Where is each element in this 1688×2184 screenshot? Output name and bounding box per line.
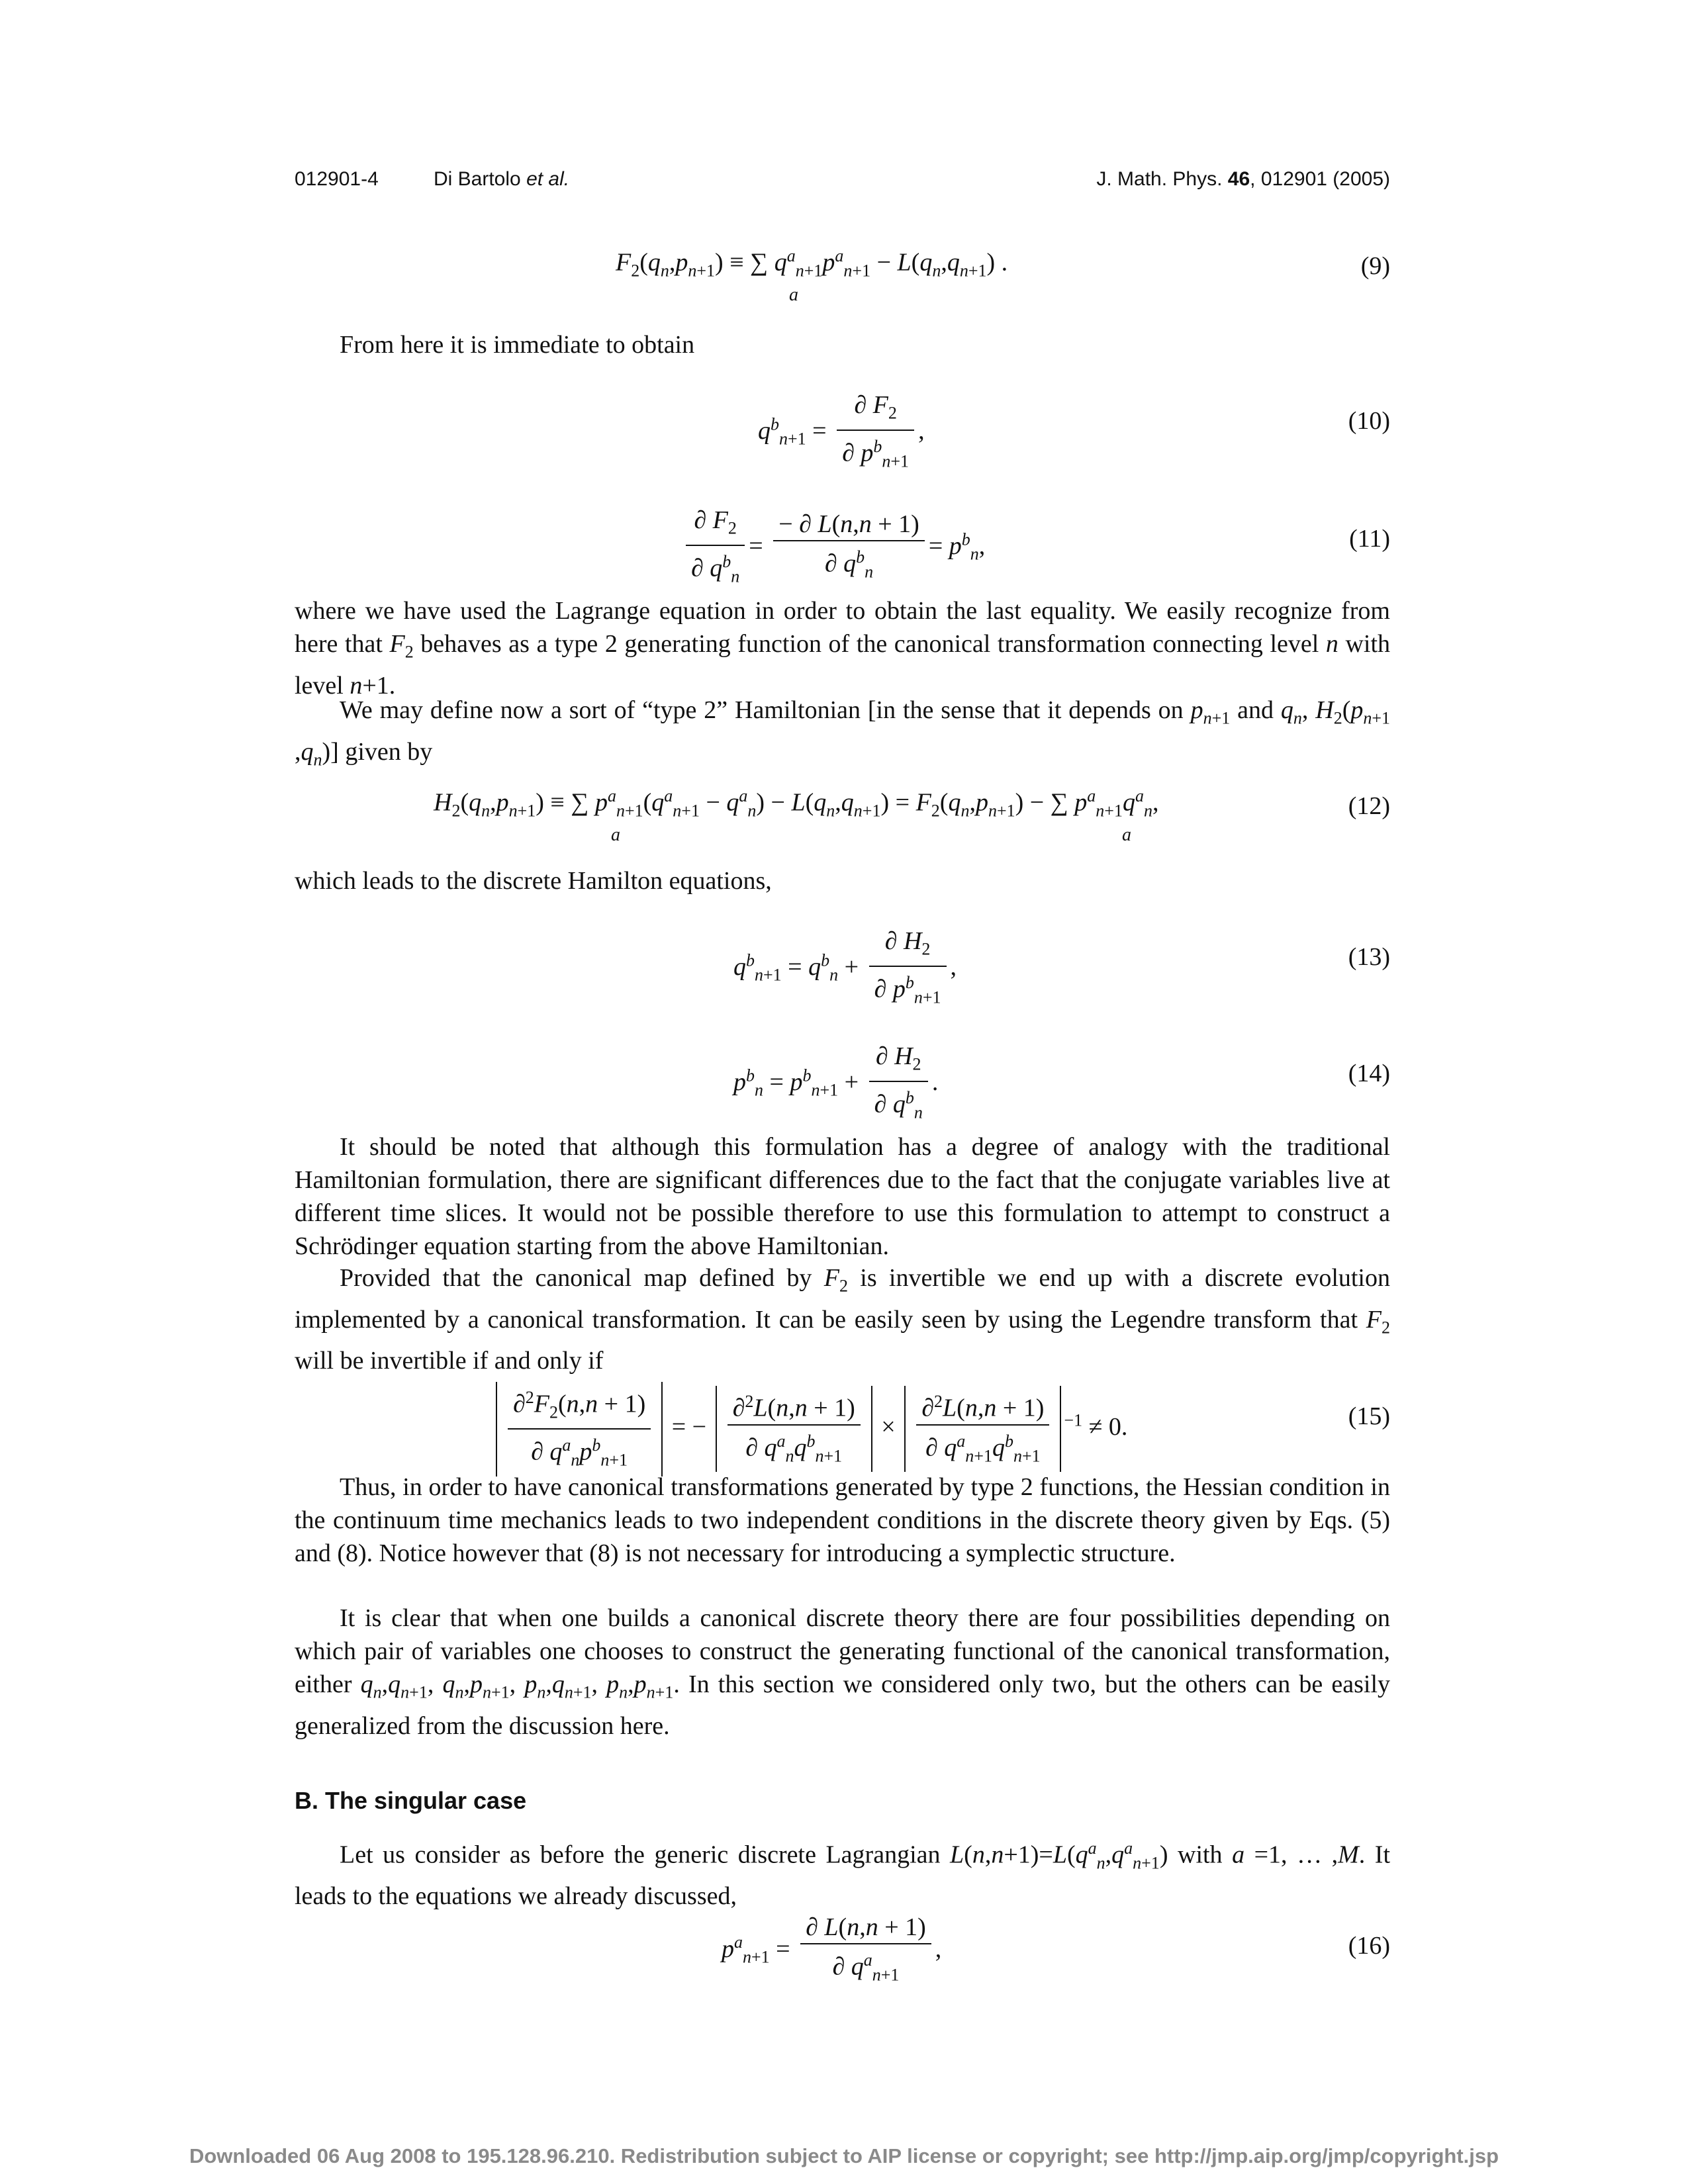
equation-12: $H_2(q_n,p_{n+1})$ ≡ ∑ $p^a_{n+1}(q^a_{n+1} - q^a_n) - L(q_n,q_{n+1}) = F_2(q_n,p_{n+1})$ − ∑ $p^a_{n+1}q^a_n$, a a (434, 786, 1159, 845)
equation-number-11: (11) (1349, 525, 1390, 553)
equation-10: $q^b_{n+1}$ = $\frac{\partial F_2}{\partial p^b_{n+1}}$ , (758, 389, 925, 477)
et-al: et al. (526, 168, 570, 190)
paragraph-8-part-a: It is clear that when one builds a canonical discrete theory there are four possibilities depending on which pair of variables one chooses to construct the generating functional of the canonical transformation, either (295, 1604, 1390, 1698)
paragraph-5: It should be noted that although this formulation has a degree of analogy with the traditional Hamiltonian formulation, there are significant differences due to the fact that the conjugate variables live at different time slices. It would not be possible therefore to use this formulation to attempt to construct a Schrödinger equation starting from the above Hamiltonian. (295, 1133, 1390, 1260)
journal-name: J. Math. Phys. (1096, 168, 1223, 190)
paragraph-9-part-b: with (1178, 1841, 1223, 1869)
equation-number-16: (16) (1348, 1932, 1390, 1960)
journal-issue: , 012901 (2005) (1250, 168, 1390, 190)
paragraph-8-part-b: In this section we considered only two, but the others can be easily generalized from the discussion here. (295, 1670, 1391, 1740)
paragraph-3-part-b: and (1237, 696, 1274, 724)
paragraph-2-part-b: behaves as a type 2 generating function of the canonical transformation connecting level (420, 630, 1319, 658)
paragraph-9-part-a: Let us consider as before the generic discrete Lagrangian (340, 1841, 941, 1869)
journal-volume: 46 (1227, 168, 1250, 190)
authors: Di Bartolo (434, 168, 521, 190)
paragraph-6-part-b: is invertible we end up with a discrete evolution implemented by a canonical transformation. It can be easily seen by using the Legendre transform that (295, 1264, 1390, 1334)
equation-9: $F_2(q_n,p_{n+1})$ ≡ ∑ $q^a_{n+1}p^a_{n+1} - L(q_n,q_{n+1})$ . a (616, 246, 1008, 305)
equation-number-14: (14) (1348, 1060, 1390, 1087)
download-footer: Downloaded 06 Aug 2008 to 195.128.96.210. Redistribution subject to AIP license or copyright; see http://jmp.aip.org/jmp/copyright.jsp (189, 2144, 1499, 2167)
paragraph-3: We may define now a sort of “type 2” Hamiltonian [in the sense that it depends on $p_{n+1}$ and $q_n$, $H_2(p_{n+1}$ $,q_n$)] given by (295, 696, 1391, 770)
equation-number-13: (13) (1348, 943, 1390, 971)
paragraph-2-part-a: where we have used the Lagrange equation in order to obtain the last equality. We easily recognize from here that (295, 597, 1390, 658)
paragraph-9-part-c: It leads to the equations we already discussed, (295, 1841, 1391, 1911)
equation-15: $\frac{\partial^2F_2(n,n + 1)}{\partial q^a_np^b_{n+1}}$ = − $\frac{\partial^2L(n,n + 1)}{\partial q^a_nq^b_{n+1}}$ × $\frac{\partial^2L(n,n + 1)}{\partial q^a_{n+1}q^b_{n+1}}$ $^{-1}$ ≠ 0. (493, 1382, 1127, 1477)
equation-number-10: (10) (1348, 407, 1390, 435)
paragraph-8: It is clear that when one builds a canonical discrete theory there are four possibilities depending on which pair of variables one chooses to construct the generating functional of the canonical transformation, either $q_n,q_{n+1}$, $q_n,p_{n+1}$, $p_n,q_{n+1}$, $p_n,p_{n+1}$. In this section we considered only two, but the others can be easily generalized from the discussion here. (295, 1604, 1391, 1740)
equation-14: $p^b_n = p^b_{n+1}$ + $\frac{\partial H_2}{\partial q^b_n}$ . (733, 1040, 938, 1128)
equation-16: $p^a_{n+1}$ = $\frac{\partial L(n,n + 1)}{\partial q^a_{n+1}}$ , (722, 1911, 941, 1991)
paragraph-3-part-a: We may define now a sort of “type 2” Hamiltonian [in the sense that it depends on (340, 696, 1184, 724)
paragraph-6-part-c: will be invertible if and only if (295, 1347, 604, 1375)
equation-11: $\frac{\partial F_2}{\partial q^b_n}$ = $\frac{- \partial L(n,n + 1)}{\partial q^b_n}$ = $p^b_n$, (682, 504, 985, 592)
paragraph-2: where we have used the Lagrange equation in order to obtain the last equality. We easily recognize from here that $F_2$ behaves as a type 2 generating function of the canonical transformation connecting level n with level n+1. (295, 597, 1390, 700)
paragraph-3-part-c: given by (345, 737, 433, 766)
paragraph-7: Thus, in order to have canonical transformations generated by type 2 functions, the Hessian condition in the continuum time mechanics leads to two independent conditions in the discrete theory given by Eqs. (5) and (8). Notice however that (8) is not necessary for introducing a symplectic structure. (295, 1473, 1390, 1567)
equation-13: $q^b_{n+1} = q^b_n$ + $\frac{\partial H_2}{\partial p^b_{n+1}}$ , (733, 925, 957, 1013)
running-authors (434, 168, 569, 191)
paragraph-9: Let us consider as before the generic discrete Lagrangian $L(n,n+1)=L(q^a_n,q^a_{n+1})$ with a =1, … ,M. It leads to the equations we already discussed, (295, 1839, 1391, 1911)
journal-citation (1096, 168, 1390, 191)
page-id: 012901-4 (295, 168, 379, 190)
paragraph-1: From here it is immediate to obtain (340, 331, 695, 359)
paragraph-4: which leads to the discrete Hamilton equations, (295, 867, 772, 895)
paragraph-6: Provided that the canonical map defined by $F_2$ is invertible we end up with a discrete evolution implemented by a canonical transformation. It can be easily seen by using the Legendre transform that $F_2$ will be invertible if and only if (295, 1264, 1391, 1375)
section-title: B. The singular case (295, 1787, 527, 1814)
equation-number-9: (9) (1360, 252, 1390, 280)
equation-number-12: (12) (1348, 792, 1390, 820)
equation-number-15: (15) (1348, 1402, 1390, 1430)
paragraph-6-part-a: Provided that the canonical map defined by (340, 1264, 812, 1292)
paragraph-2-part-c: with level (295, 630, 1390, 700)
